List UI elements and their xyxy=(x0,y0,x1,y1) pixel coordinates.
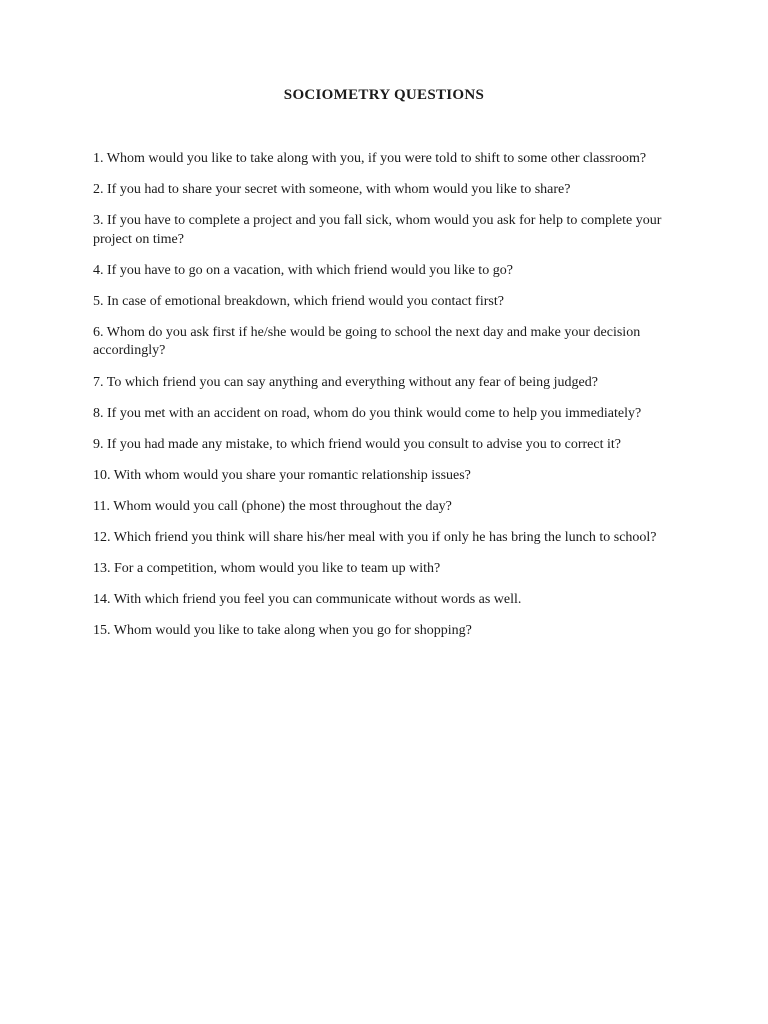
question-list xyxy=(93,150,683,653)
question-item: 12. Which friend you think will share his/her meal with you if only he has bring the lunch to school? xyxy=(93,530,657,546)
question-item: 8. If you met with an accident on road, whom do you think would come to help you immediately? xyxy=(93,405,642,421)
question-item: 6. Whom do you ask first if he/she would be going to school the next day and make your decision accordingly? xyxy=(93,324,641,359)
question-item: 2. If you had to share your secret with someone, with whom would you like to share? xyxy=(93,182,571,198)
question-item: 10. With whom would you share your romantic relationship issues? xyxy=(93,467,471,483)
question-item: 5. In case of emotional breakdown, which friend would you contact first? xyxy=(93,293,504,309)
question-item: 4. If you have to go on a vacation, with which friend would you like to go? xyxy=(93,262,513,278)
question-item: 9. If you had made any mistake, to which friend would you consult to advise you to correct it? xyxy=(93,436,621,452)
question-item: 7. To which friend you can say anything and everything without any fear of being judged? xyxy=(93,374,598,390)
page-title: SOCIOMETRY QUESTIONS xyxy=(283,87,485,103)
question-item: 14. With which friend you feel you can communicate without words as well. xyxy=(93,592,522,608)
question-item: 11. Whom would you call (phone) the most throughout the day? xyxy=(93,498,452,514)
question-item: 1. Whom would you like to take along with you, if you were told to shift to some other classroom? xyxy=(93,151,647,166)
question-item: 3. If you have to complete a project and you fall sick, whom would you ask for help to complete your project on time? xyxy=(93,213,662,247)
question-item: 15. Whom would you like to take along when you go for shopping? xyxy=(93,623,472,639)
question-item: 13. For a competition, whom would you like to team up with? xyxy=(93,561,441,577)
